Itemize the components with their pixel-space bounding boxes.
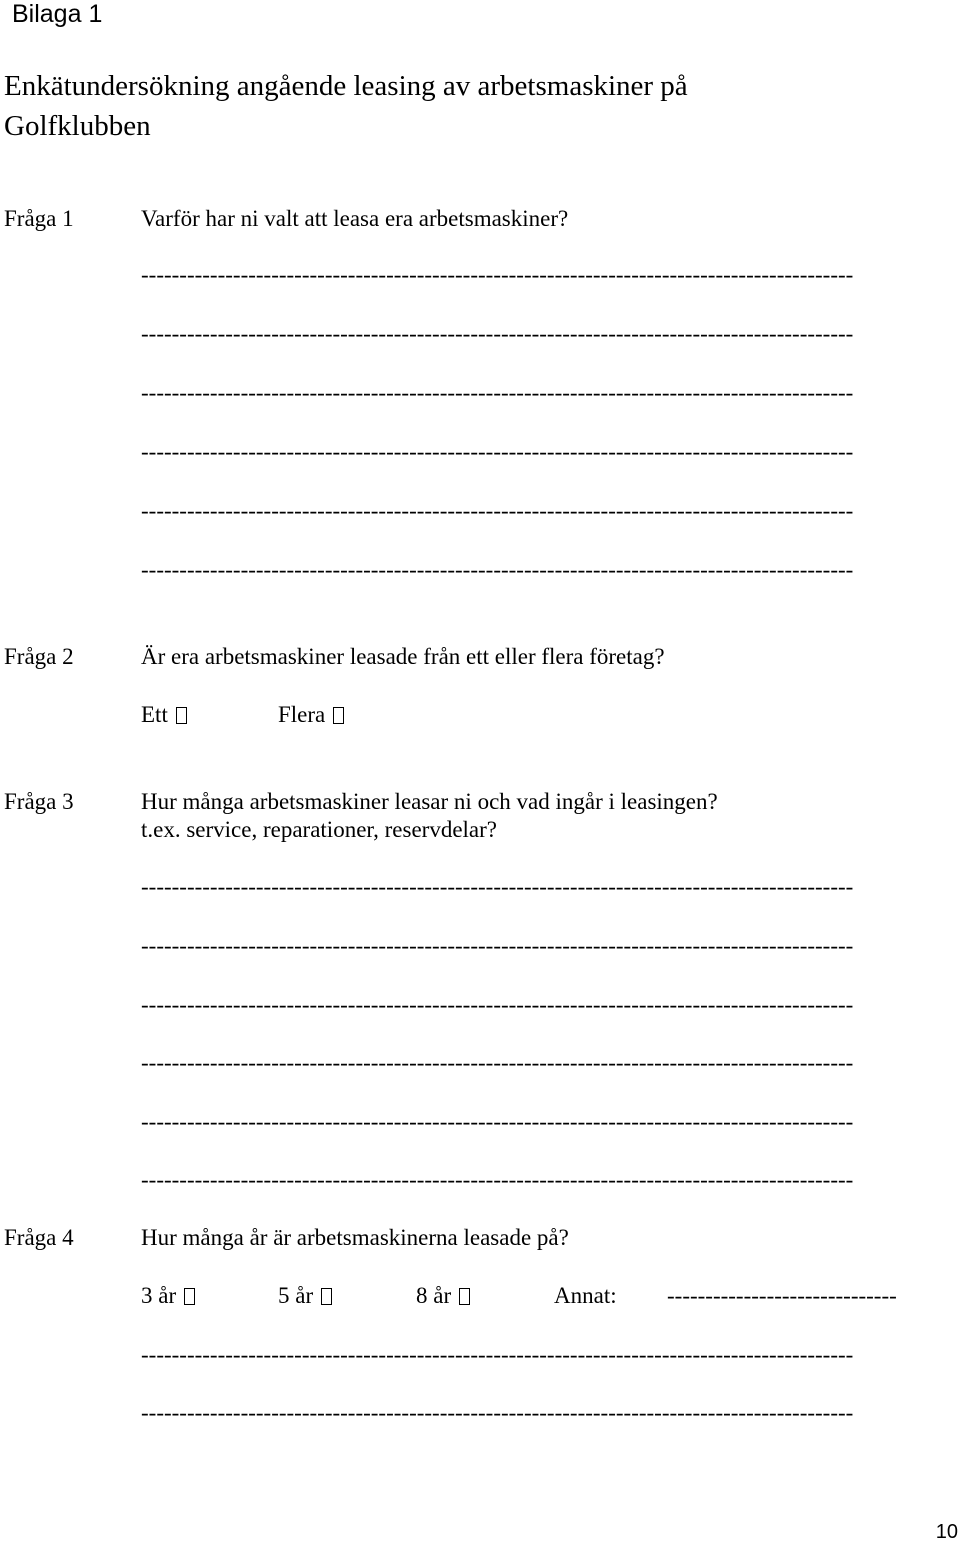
question-3-label: Fråga 3 bbox=[4, 789, 74, 814]
answer-line[interactable]: --------------------------------------------------------------------------------------------- bbox=[141, 874, 854, 899]
answer-line[interactable]: --------------------------------------------------------------------------------------------- bbox=[141, 933, 854, 958]
answer-line[interactable]: --------------------------------------------------------------------------------------------- bbox=[141, 1167, 854, 1192]
question-1-label: Fråga 1 bbox=[4, 206, 74, 231]
option-5-ar[interactable] bbox=[278, 1284, 332, 1307]
question-2-text: Är era arbetsmaskiner leasade från ett eller flera företag? bbox=[141, 644, 665, 669]
checkbox-icon[interactable] bbox=[459, 1288, 470, 1305]
page-number: 10 bbox=[935, 1521, 958, 1543]
checkbox-icon[interactable] bbox=[321, 1288, 332, 1305]
answer-line[interactable]: --------------------------------------------------------------------------------------------- bbox=[141, 557, 854, 582]
option-label: 3 år bbox=[141, 1283, 177, 1308]
checkbox-icon[interactable] bbox=[176, 707, 187, 724]
answer-line[interactable]: --------------------------------------------------------------------------------------------- bbox=[141, 1050, 854, 1075]
checkbox-icon[interactable] bbox=[184, 1288, 195, 1305]
option-label: 5 år bbox=[278, 1283, 314, 1308]
answer-line[interactable]: --------------------------------------------------------------------------------------------- bbox=[141, 1342, 854, 1367]
question-1-text: Varför har ni valt att leasa era arbetsmaskiner? bbox=[141, 206, 569, 231]
option-label: Ett bbox=[141, 702, 168, 727]
page-title-line2: Golfklubben bbox=[4, 110, 151, 142]
answer-line[interactable]: --------------------------------------------------------------------------------------------- bbox=[141, 1109, 854, 1134]
answer-line[interactable]: --------------------------------------------------------------------------------------------- bbox=[141, 321, 854, 346]
answer-line[interactable]: --------------------------------------------------------------------------------------------- bbox=[141, 439, 854, 464]
option-other-label: Annat: bbox=[554, 1283, 617, 1308]
option-label: 8 år bbox=[416, 1283, 452, 1308]
option-8-ar[interactable] bbox=[416, 1284, 470, 1307]
question-3-text-line2: t.ex. service, reparationer, reservdelar? bbox=[141, 817, 498, 842]
option-flera[interactable] bbox=[278, 703, 344, 726]
answer-line[interactable]: --------------------------------------------------------------------------------------------- bbox=[141, 1400, 854, 1425]
option-ett[interactable] bbox=[141, 703, 187, 726]
appendix-label: Bilaga 1 bbox=[12, 0, 103, 28]
question-4-text: Hur många år är arbetsmaskinerna leasade på? bbox=[141, 1225, 569, 1250]
answer-line[interactable]: --------------------------------------------------------------------------------------------- bbox=[141, 262, 854, 287]
question-4-label: Fråga 4 bbox=[4, 1225, 74, 1250]
other-answer-line[interactable]: ------------------------------ bbox=[667, 1283, 897, 1308]
page-title-line1: Enkätundersökning angående leasing av arbetsmaskiner på bbox=[4, 70, 688, 102]
option-label: Flera bbox=[278, 702, 326, 727]
answer-line[interactable]: --------------------------------------------------------------------------------------------- bbox=[141, 380, 854, 405]
question-3-text-line1: Hur många arbetsmaskiner leasar ni och vad ingår i leasingen? bbox=[141, 789, 718, 814]
question-2-label: Fråga 2 bbox=[4, 644, 74, 669]
option-3-ar[interactable] bbox=[141, 1284, 195, 1307]
answer-line[interactable]: --------------------------------------------------------------------------------------------- bbox=[141, 498, 854, 523]
checkbox-icon[interactable] bbox=[333, 707, 344, 724]
answer-line[interactable]: --------------------------------------------------------------------------------------------- bbox=[141, 992, 854, 1017]
